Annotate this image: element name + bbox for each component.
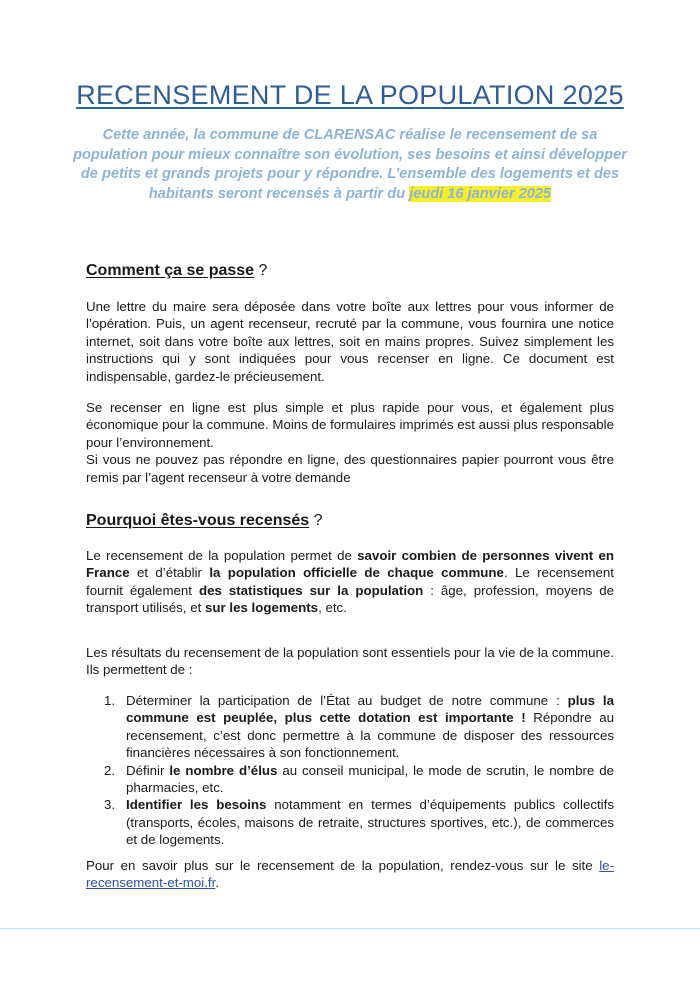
section-heading-how: Comment ça se passe ? [86,262,268,279]
list-item: 1. Déterminer la participation de l’État au budget de notre commune : plus la commune est peuplée, plus cette dotation est importante ! Répondre au recensement, c’est donc permettre à la commune de disposer des ressources financières nécessaires à son fonctionnement. [104,693,614,761]
footer-divider [0,928,700,929]
purpose-list [104,692,614,849]
section-heading-why: Pourquoi êtes-vous recensés ? [86,512,323,529]
how-paragraph-2: Se recenser en ligne est plus simple et plus rapide pour vous, et également plus économique pour la commune. Moins de formulaires imprimés est aussi plus responsable pour l’environnement. Si vous ne pouvez pas répondre en ligne, des questionnaires papier pourront vous être remis par l’agent recenseur à votre demande [86,400,614,485]
outro-paragraph: Pour en savoir plus sur le recensement de la population, rendez-vous sur le site le-recensement-et-moi.fr. [86,858,614,891]
why-paragraph-2: Les résultats du recensement de la population sont essentiels pour la vie de la commune. Ils permettent de : [86,645,614,678]
highlighted-date: jeudi 16 janvier 2025 [409,185,552,202]
how-paragraph-1: Une lettre du maire sera déposée dans votre boîte aux lettres pour vous informer de l’opération. Puis, un agent recenseur, recruté par la commune, vous fournira une notice internet, soit dans votre boîte aux lettres, soit en mains propres. Suivez simplement les instructions qui y sont indiquées pour vous recenser en ligne. Ce document est indispensable, gardez-le précieusement. [86,299,614,384]
list-item: 3. Identifier les besoins notamment en termes d’équipements publics collectifs (transports, écoles, maisons de retraite, structures sportives, etc.), de commerces et de logements. [104,797,614,848]
recensement-link[interactable]: le-recensement-et-moi.fr [86,858,614,891]
why-paragraph-1: Le recensement de la population permet de savoir combien de personnes vivent en France et d’établir la population officielle de chaque commune. Le recensement fournit également des statistiques sur la population : âge, profession, moyens de transport utilisés, et sur les logements, etc. [86,548,615,616]
list-item: 2. Définir le nombre d’élus au conseil municipal, le mode de scrutin, le nombre de pharmacies, etc. [104,762,614,796]
intro-paragraph [70,126,630,204]
intro-text: Cette année, la commune de CLARENSAC réalise le recensement de sa population pour mieux connaître son évolution, ses besoins et ainsi développer de petits et grands projets pour y répondre. L’ensemble des logements et des habitants seront recensés à partir du [73,127,627,202]
page-title: RECENSEMENT DE LA POPULATION 2025 [76,80,624,110]
